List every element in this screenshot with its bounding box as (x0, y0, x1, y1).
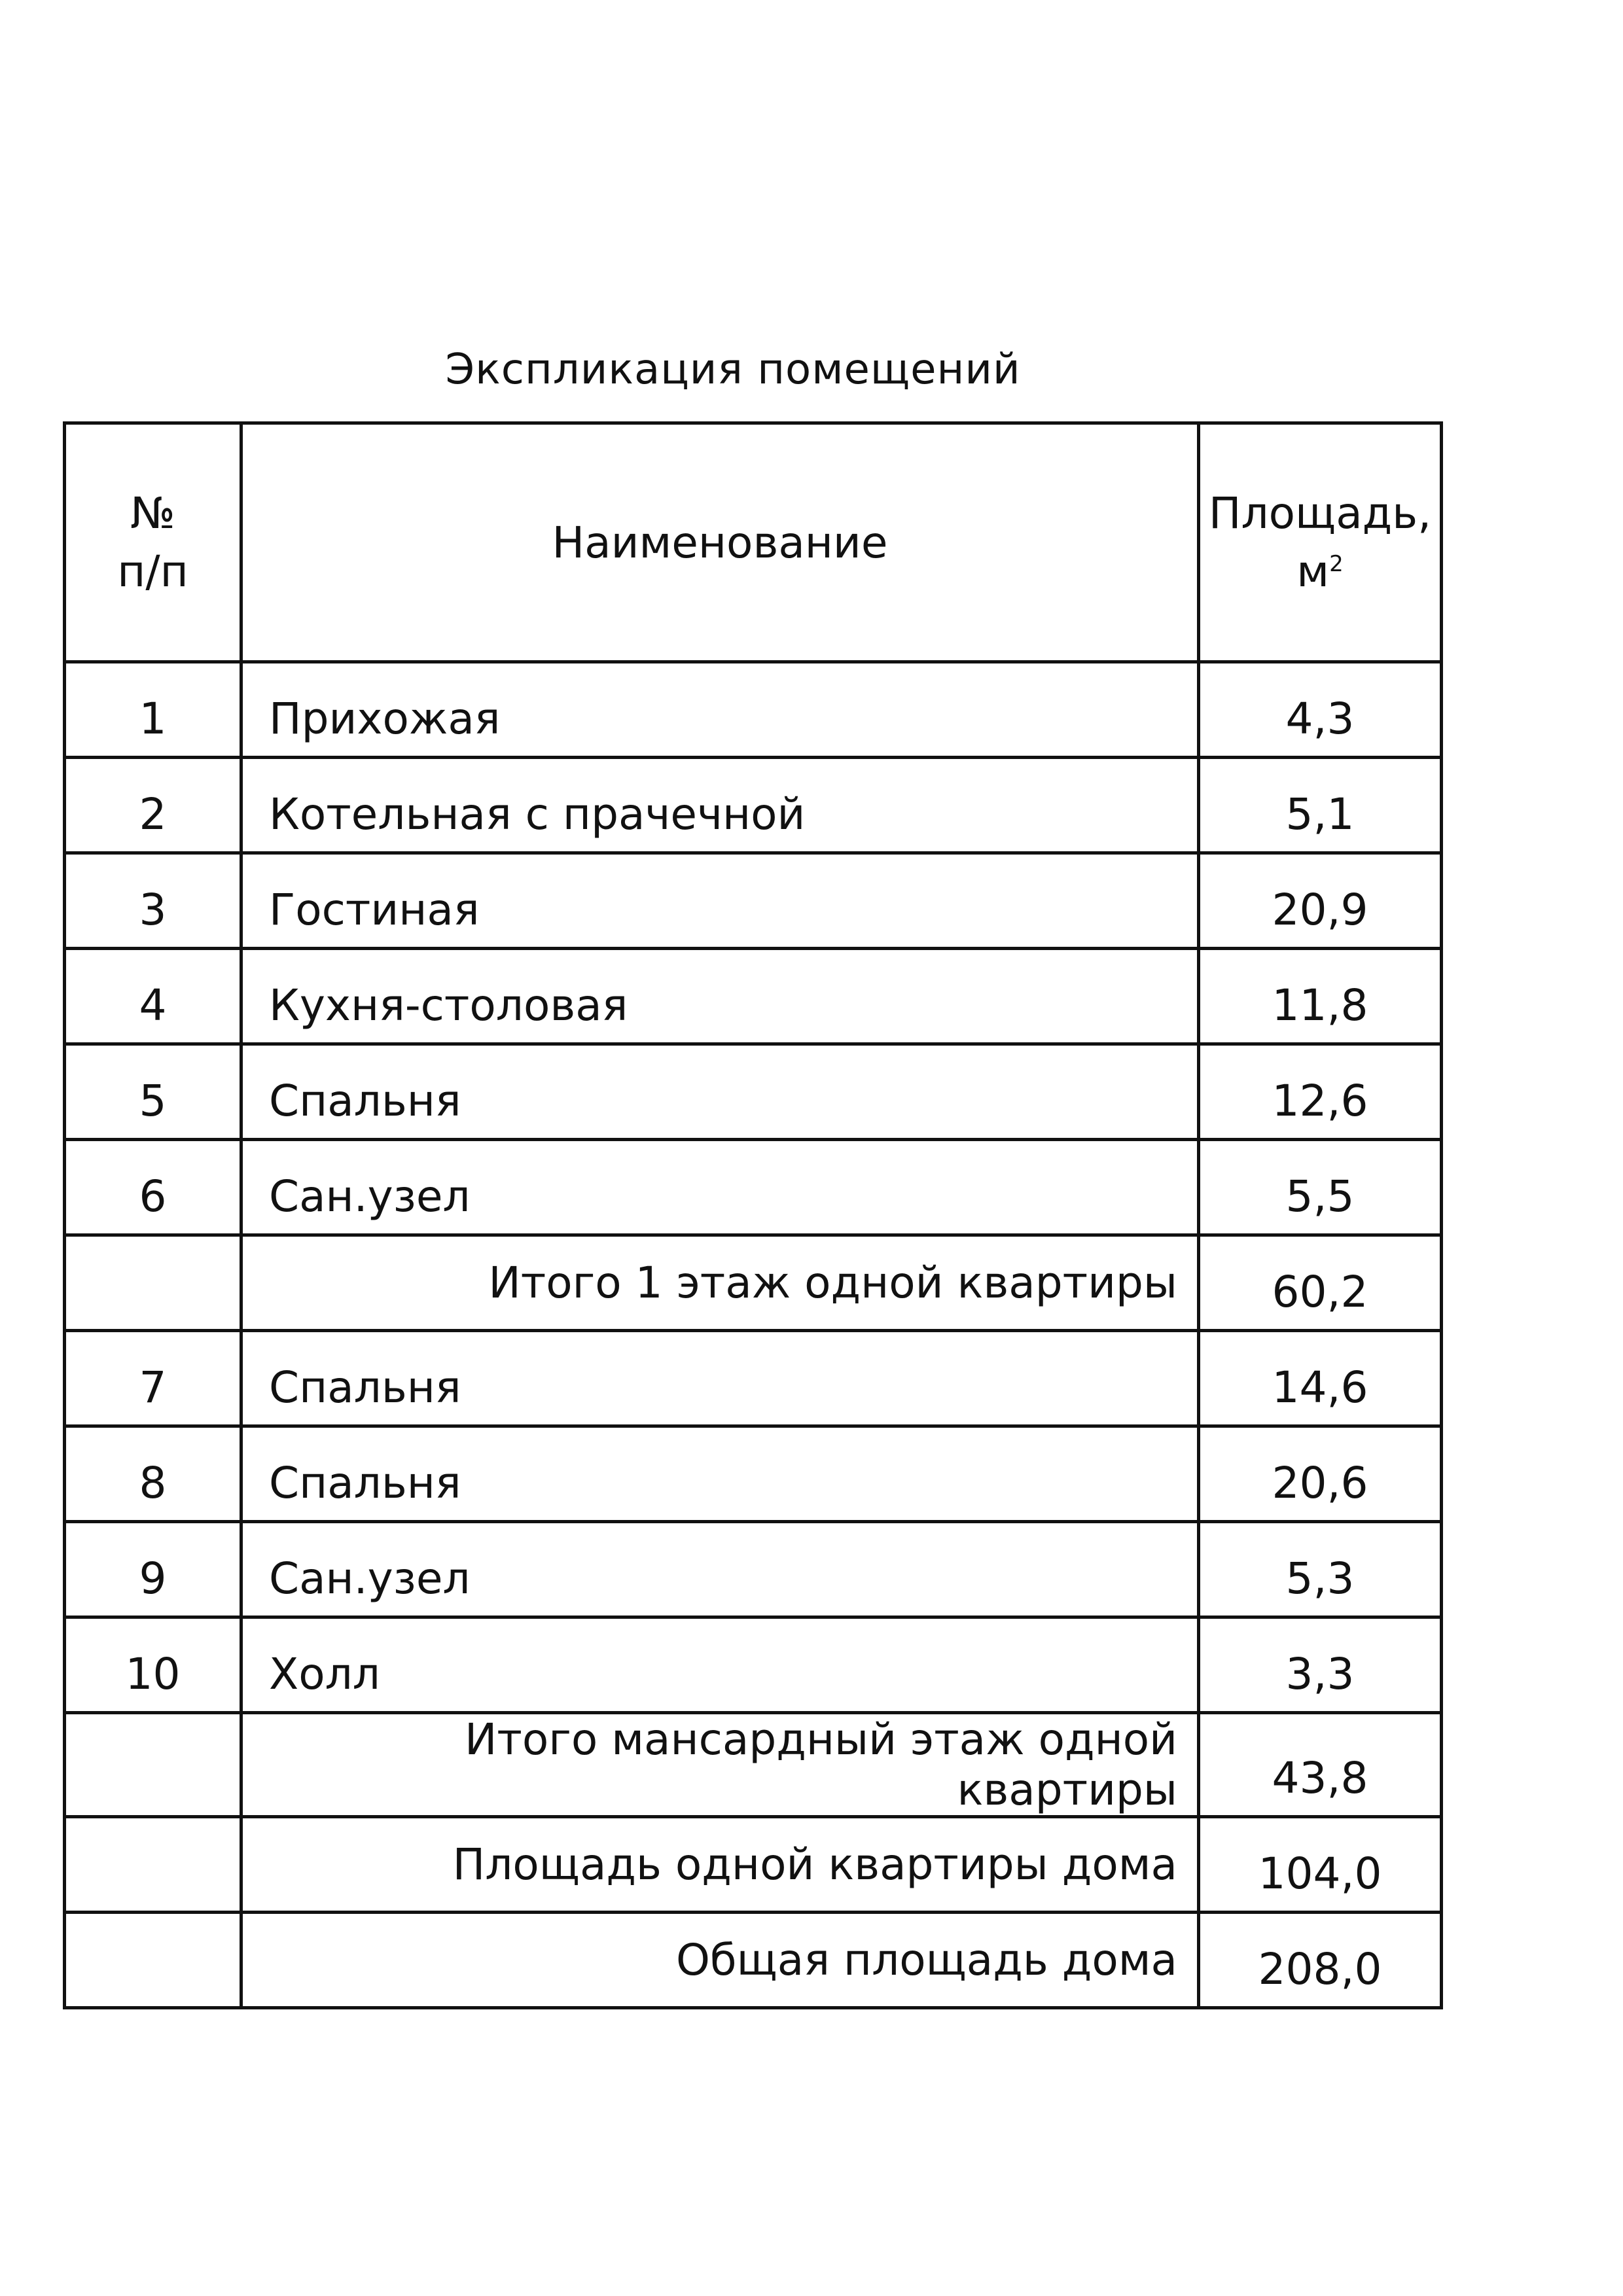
row-number: 1 (65, 662, 241, 758)
room-name: Холл (241, 1617, 1199, 1713)
row-number (65, 1235, 241, 1331)
total-row (65, 1713, 1442, 1817)
room-area: 5,5 (1199, 1140, 1442, 1235)
row-number: 3 (65, 853, 241, 949)
room-name: Спальня (241, 1426, 1199, 1522)
total-row (65, 1817, 1442, 1913)
room-area: 104,0 (1199, 1817, 1442, 1913)
room-area: 208,0 (1199, 1913, 1442, 2008)
table-row (65, 1140, 1442, 1235)
header-name: Наименование (241, 423, 1199, 662)
room-name: Гостиная (241, 853, 1199, 949)
room-name: Спальня (241, 1331, 1199, 1426)
room-name: Сан.узел (241, 1522, 1199, 1617)
room-area: 5,3 (1199, 1522, 1442, 1617)
room-area: 60,2 (1199, 1235, 1442, 1331)
room-area: 20,9 (1199, 853, 1442, 949)
room-area: 14,6 (1199, 1331, 1442, 1426)
row-number (65, 1913, 241, 2008)
room-name: Площадь одной квартиры дома (241, 1817, 1199, 1913)
total-row (65, 1235, 1442, 1331)
row-number (65, 1713, 241, 1817)
row-number (65, 1817, 241, 1913)
room-name: Сан.узел (241, 1140, 1199, 1235)
room-name: Итого мансардный этаж одной квартиры (241, 1713, 1199, 1817)
header-number (65, 423, 241, 662)
table-row (65, 853, 1442, 949)
room-area: 20,6 (1199, 1426, 1442, 1522)
room-area: 11,8 (1199, 949, 1442, 1044)
row-number: 2 (65, 758, 241, 853)
row-number: 4 (65, 949, 241, 1044)
table-row (65, 949, 1442, 1044)
room-area: 12,6 (1199, 1044, 1442, 1140)
room-name: Итого 1 этаж одной квартиры (241, 1235, 1199, 1331)
table-row (65, 758, 1442, 853)
header-area-label: Площадь, (1208, 487, 1432, 539)
table-row (65, 1044, 1442, 1140)
table-row (65, 1426, 1442, 1522)
row-number: 6 (65, 1140, 241, 1235)
room-name: Котельная с прачечной (241, 758, 1199, 853)
room-explication-table (63, 421, 1443, 2009)
table-row (65, 1331, 1442, 1426)
row-number: 7 (65, 1331, 241, 1426)
row-number: 5 (65, 1044, 241, 1140)
room-name: Спальня (241, 1044, 1199, 1140)
table-header-row (65, 423, 1442, 662)
row-number: 8 (65, 1426, 241, 1522)
room-name: Общая площадь дома (241, 1913, 1199, 2008)
table-row (65, 1522, 1442, 1617)
header-number-symbol: № (130, 487, 175, 539)
header-area-unit: $м^2$ (1296, 546, 1344, 597)
table-row (65, 1617, 1442, 1713)
room-area: 43,8 (1199, 1713, 1442, 1817)
header-area (1199, 423, 1442, 662)
row-number: 10 (65, 1617, 241, 1713)
room-name: Кухня-столовая (241, 949, 1199, 1044)
table-row (65, 662, 1442, 758)
total-row (65, 1913, 1442, 2008)
room-area: 5,1 (1199, 758, 1442, 853)
page-title: Экспликация помещений (445, 345, 1021, 394)
room-name: Прихожая (241, 662, 1199, 758)
room-area: 3,3 (1199, 1617, 1442, 1713)
header-number-abbr: п/п (117, 546, 188, 597)
row-number: 9 (65, 1522, 241, 1617)
room-area: 4,3 (1199, 662, 1442, 758)
